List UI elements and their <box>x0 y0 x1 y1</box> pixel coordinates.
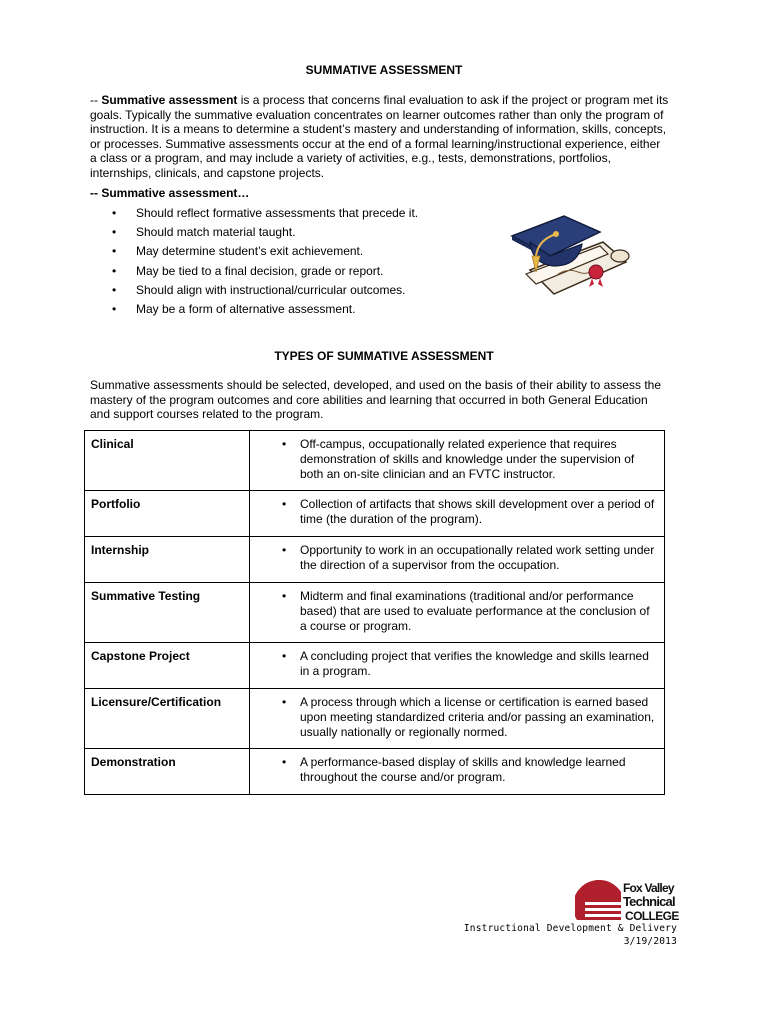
table-row <box>85 749 665 795</box>
bullet-glyph: • <box>282 543 287 557</box>
type-name: Demonstration <box>85 749 250 795</box>
bullet-list-heading: -- Summative assessment… <box>90 186 250 200</box>
list-item: • Should align with instructional/curricular outcomes. <box>112 282 406 297</box>
page-title: SUMMATIVE ASSESSMENT <box>305 63 463 77</box>
list-item: • May determine student’s exit achievement. <box>112 244 364 259</box>
types-intro-paragraph: Summative assessments should be selected, developed, and used on the basis of their ability to assess the mastery of the program outcomes and core abilities and learning that occurred in both General Education and support courses related to the program. <box>90 378 661 421</box>
footer-date: 3/19/2013 <box>623 936 677 947</box>
list-item: • Should reflect formative assessments that precede it. <box>112 206 419 220</box>
intro-paragraph <box>90 93 670 180</box>
list-item: • May be tied to a final decision, grade or report. <box>112 263 384 278</box>
type-name: Clinical <box>85 431 250 491</box>
types-section-title: TYPES OF SUMMATIVE ASSESSMENT <box>274 349 494 363</box>
intro-text: is a process that concerns final evaluation to ask if the project or program met its goals. Typically the summative evaluation concentrates on learner outcomes rather than only the program of instruction. It is a means to determine a student’s mastery and understanding of information, skills, concepts, or processes. Summative assessments occur at the end of a formal learning/instructional experience, either a class or a program, and may include a variety of activities, e.g., tests, demonstrations, portfolios, internships, clinicals, and capstone projects. <box>90 93 669 180</box>
fox-valley-logo <box>575 880 679 924</box>
table-row <box>85 491 665 537</box>
footer-department: Instructional Development & Delivery <box>463 923 677 934</box>
summative-bullet-list <box>112 206 418 321</box>
list-item: • Should match material taught. <box>112 225 296 240</box>
assessment-types-table <box>84 430 665 795</box>
table-row <box>85 689 665 749</box>
type-name: Internship <box>85 537 250 583</box>
table-row <box>85 643 665 689</box>
logo-line-2: Technical <box>623 894 675 909</box>
logo-line-1: Fox Valley <box>623 881 674 895</box>
table-row <box>85 583 665 643</box>
bullet-glyph: • <box>282 497 287 511</box>
table-row <box>85 537 665 583</box>
footer <box>464 922 677 948</box>
bullet-glyph: • <box>282 695 287 709</box>
table-row <box>85 431 665 491</box>
bullet-glyph: • <box>282 589 287 603</box>
type-name: Licensure/Certification <box>85 689 250 749</box>
bullet-glyph: • <box>112 301 117 316</box>
type-description: • A concluding project that verifies the knowledge and skills learned in a program. <box>250 643 665 689</box>
type-name: Summative Testing <box>85 583 250 643</box>
type-description: • Collection of artifacts that shows skill development over a period of time (the duration of the program). <box>250 491 665 537</box>
type-description: • Midterm and final examinations (traditional and/or performance based) that are used to evaluate performance at the conclusion of a course or program. <box>250 583 665 643</box>
bullet-glyph: • <box>282 437 287 451</box>
type-name: Portfolio <box>85 491 250 537</box>
type-description: • Off-campus, occupationally related experience that requires demonstration of skills and knowledge under the supervision of both an on-site clinician and an FVTC instructor. <box>250 431 665 491</box>
bullet-glyph: • <box>282 649 287 663</box>
graduation-cap-diploma-icon <box>508 212 636 302</box>
list-item: • May be a form of alternative assessment. <box>112 301 356 316</box>
intro-bold-term: Summative assessment <box>101 93 238 107</box>
type-description: • A process through which a license or certification is earned based upon meeting standardized criteria and/or passing an examination, usually nationally or regionally normed. <box>250 689 665 749</box>
logo-line-3: COLLEGE <box>625 909 679 923</box>
bullet-glyph: • <box>112 282 117 297</box>
bullet-glyph: • <box>112 244 117 259</box>
bullet-glyph: • <box>112 225 117 240</box>
intro-prefix: -- <box>90 93 102 107</box>
type-description: • A performance-based display of skills and knowledge learned throughout the course and/or program. <box>250 749 665 795</box>
type-name: Capstone Project <box>85 643 250 689</box>
bullet-glyph: • <box>282 755 287 769</box>
bullet-glyph: • <box>112 206 117 220</box>
type-description: • Opportunity to work in an occupationally related work setting under the direction of a supervisor from the occupation. <box>250 537 665 583</box>
bullet-glyph: • <box>112 263 117 278</box>
